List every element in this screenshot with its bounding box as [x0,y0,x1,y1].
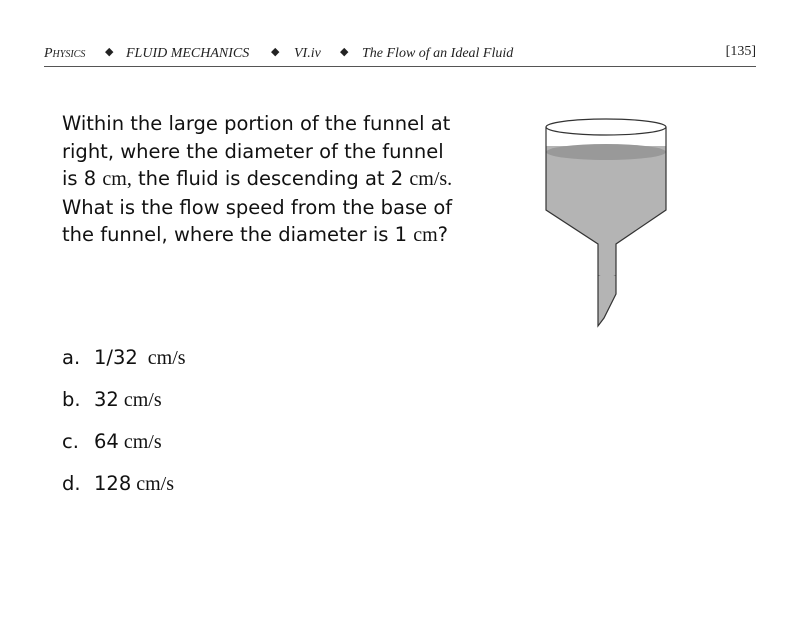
answer-value: 32 [94,388,119,411]
question-line: Within the large portion of the funnel at [62,112,451,135]
funnel-spout [598,276,616,326]
question-line: What is the flow speed from the base of [62,195,453,219]
answer-letter: d. [62,472,81,495]
answer-letter: a. [62,346,81,369]
answer-unit: cm/s [131,473,175,495]
unit-text: cm, [102,168,132,190]
answer-option-d[interactable] [62,469,186,511]
unit-text: cm [413,224,438,246]
separator-diamond-icon: ◆ [271,46,280,58]
header-subject: Physics [44,46,86,61]
question-fragment: is 8 [62,167,103,190]
answer-letter: c. [62,430,79,453]
answer-unit: cm/s [118,431,162,453]
separator-diamond-icon: ◆ [340,46,349,58]
question-text [62,110,462,250]
unit-text: cm/s. [409,168,453,190]
question-line: right, where the diameter of the funnel [62,139,444,163]
answer-list [62,343,186,511]
funnel-fluid [546,146,666,276]
page-number: [135] [725,44,756,59]
answer-value: 64 [94,430,119,453]
question-fragment: the fluid is descending at 2 [131,167,410,190]
answer-option-b[interactable] [62,385,186,427]
question-line [62,165,462,194]
answer-unit: cm/s [137,347,186,369]
answer-value: 128 [94,472,132,495]
header-title: The Flow of an Ideal Fluid [362,46,514,61]
question-fragment: ? [437,223,449,246]
answer-value: 1/32 [94,346,138,369]
header-topic: FLUID MECHANICS [126,46,250,61]
answer-unit: cm/s [118,389,162,411]
separator-diamond-icon: ◆ [105,46,114,58]
header-divider [44,66,756,67]
answer-letter: b. [62,388,81,411]
answer-option-a[interactable] [62,343,186,385]
page-header [44,44,756,64]
fluid-surface [546,144,666,160]
question-line [62,221,462,250]
funnel-illustration [540,116,672,328]
header-section: VI.iv [294,46,321,61]
answer-option-c[interactable] [62,427,186,469]
funnel-rim [546,119,666,135]
question-fragment: the funnel, where the diameter is 1 [62,223,414,246]
